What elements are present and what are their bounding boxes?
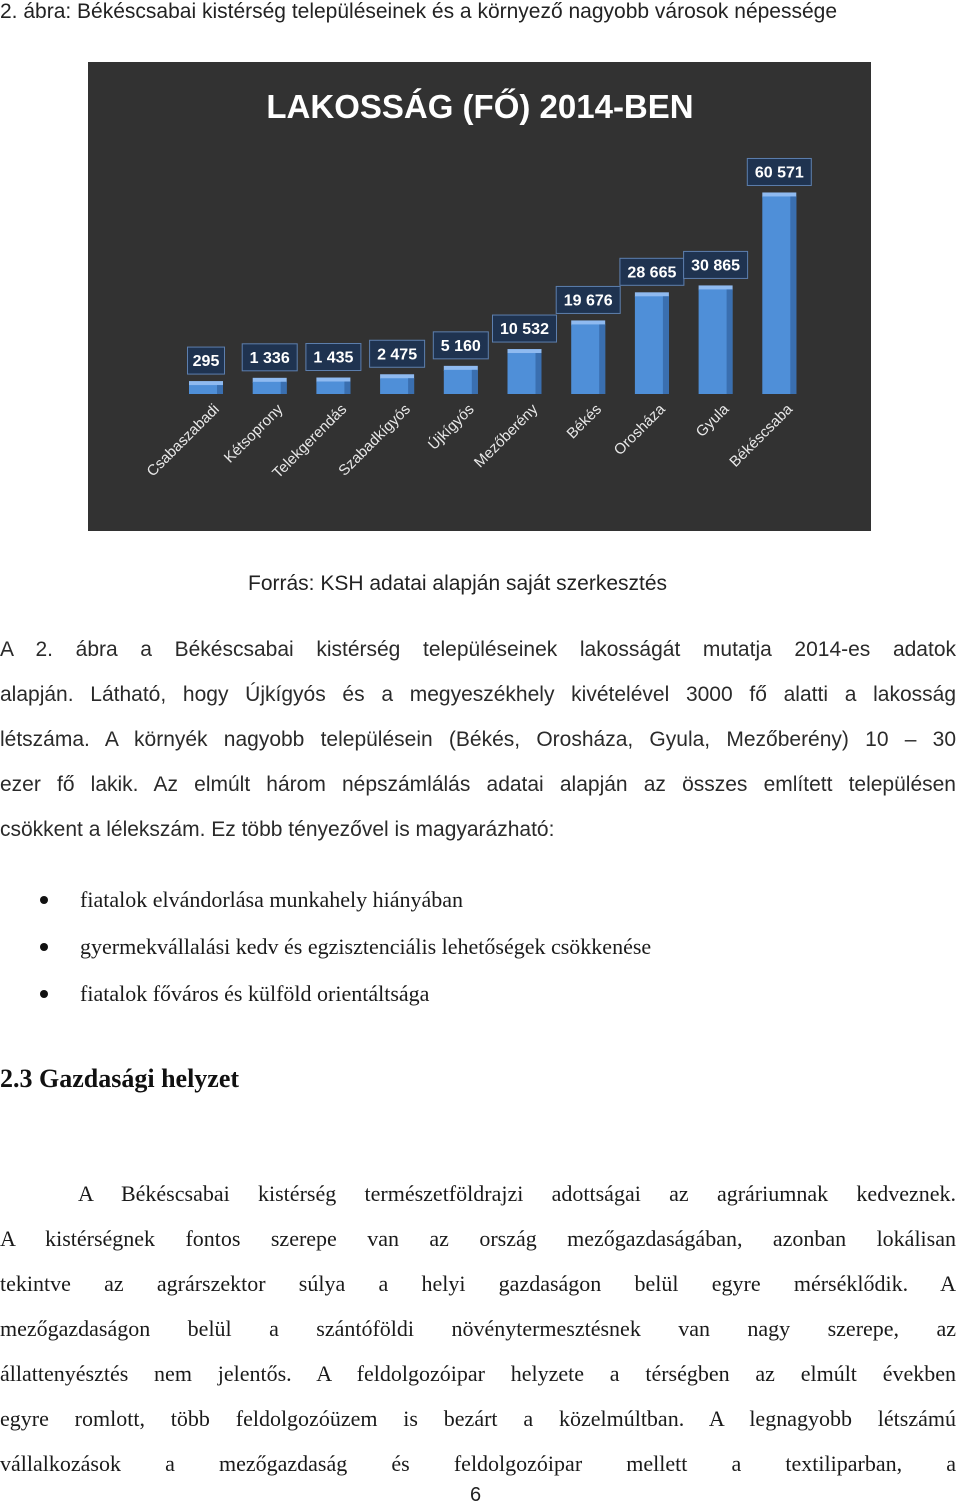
- paragraph-line: egyre romlott, több feldolgozóüzem is bezárt a közelmúltban. A legnagyobb létszámú: [0, 1406, 956, 1431]
- bar-side: [281, 382, 287, 394]
- paragraph-line: alapján. Látható, hogy Újkígyós és a megyeszékhely kivételével 3000 fő alatti a lakosság: [0, 683, 956, 706]
- category-label: Békéscsaba: [726, 400, 797, 471]
- chart-title: LAKOSSÁG (FŐ) 2014-BEN: [266, 88, 694, 125]
- data-label: 60 571: [754, 164, 804, 182]
- reasons-list: [0, 876, 960, 1017]
- paragraph-economy: [0, 1171, 956, 1486]
- bar-side: [536, 353, 542, 394]
- bullet-icon: [40, 896, 48, 904]
- figure-caption: 2. ábra: Békéscsabai kistérség településeinek és a környező nagyobb városok népessége: [0, 0, 838, 23]
- paragraph-population: [0, 627, 956, 852]
- data-label: 1 336: [249, 349, 290, 367]
- bar-side: [408, 378, 414, 394]
- list-item: [0, 923, 960, 970]
- paragraph-line: csökkent a lélekszám. Ez több tényezővel is magyarázható:: [0, 818, 555, 841]
- category-label: Telekgerendás: [269, 400, 351, 482]
- paragraph-line: létszáma. A környék nagyobb településein (Békés, Orosháza, Gyula, Mezőberény) 10 – 30: [0, 728, 956, 751]
- bullet-icon: [40, 943, 48, 951]
- category-label: Orosháza: [610, 400, 669, 459]
- data-label: 1 435: [313, 349, 354, 367]
- list-item: [0, 876, 960, 923]
- data-label: 2 475: [377, 346, 418, 364]
- category-label: Csabaszabadi: [143, 400, 223, 481]
- data-label: 30 865: [691, 257, 741, 275]
- list-item-text: fiatalok főváros és külföld orientáltsága: [80, 981, 430, 1006]
- bullet-icon: [40, 990, 48, 998]
- category-label: Kétsoprony: [220, 400, 287, 467]
- paragraph-line: A Békéscsabai kistérség természetföldrajzi adottságai az agráriumnak kedveznek.: [78, 1181, 956, 1206]
- paragraph-line: ezer fő lakik. Az elmúlt három népszámlálás adatai alapján az összes említett településen: [0, 773, 956, 796]
- bar-side: [472, 370, 478, 394]
- data-label: 19 676: [563, 292, 613, 310]
- paragraph-line: tekintve az agrárszektor súlya a helyi gazdaságon belül egyre mérséklődik. A: [0, 1271, 956, 1296]
- category-label: Újkígyós: [424, 400, 478, 454]
- paragraph-line: állattenyésztés nem jelentős. A feldolgozóipar helyzete a térségben az elmúlt években: [0, 1361, 956, 1386]
- chart-svg: [88, 62, 871, 531]
- category-label: Gyula: [692, 400, 733, 441]
- data-label: 5 160: [440, 337, 481, 355]
- bar-side: [599, 324, 605, 394]
- page-number: 6: [470, 1484, 482, 1506]
- category-label: Békés: [563, 400, 606, 443]
- data-label: 295: [192, 353, 220, 371]
- bar-side: [663, 296, 669, 394]
- list-item-text: gyermekvállalási kedv és egzisztenciális lehetőségek csökkenése: [80, 934, 652, 959]
- paragraph-line: A 2. ábra a Békéscsabai kistérség településeinek lakosságát mutatja 2014-es adatok: [0, 638, 956, 661]
- list-item-text: fiatalok elvándorlása munkahely hiányában: [80, 887, 464, 912]
- category-label: Mezőberény: [470, 400, 542, 472]
- bar-side: [217, 385, 223, 394]
- bar-side: [344, 382, 350, 394]
- category-label: Szabadkígyós: [335, 400, 414, 480]
- bar-side: [727, 289, 733, 394]
- paragraph-line: mezőgazdaságon belül a szántóföldi növénytermesztésnek van nagy szerepe, az: [0, 1316, 956, 1341]
- paragraph-line: A kistérségnek fontos szerepe van az ország mezőgazdaságában, azonban lokálisan: [0, 1226, 956, 1251]
- section-heading: 2.3 Gazdasági helyzet: [0, 1064, 240, 1093]
- data-label: 28 665: [627, 264, 677, 282]
- figure-source: Forrás: KSH adatai alapján saját szerkesztés: [248, 572, 668, 595]
- bar-side: [790, 196, 796, 394]
- population-bar-chart: [88, 62, 871, 531]
- data-label: 10 532: [500, 321, 549, 339]
- list-item: [0, 970, 960, 1017]
- paragraph-line: vállalkozások a mezőgazdaság és feldolgozóipar mellett a textiliparban, a: [0, 1451, 956, 1476]
